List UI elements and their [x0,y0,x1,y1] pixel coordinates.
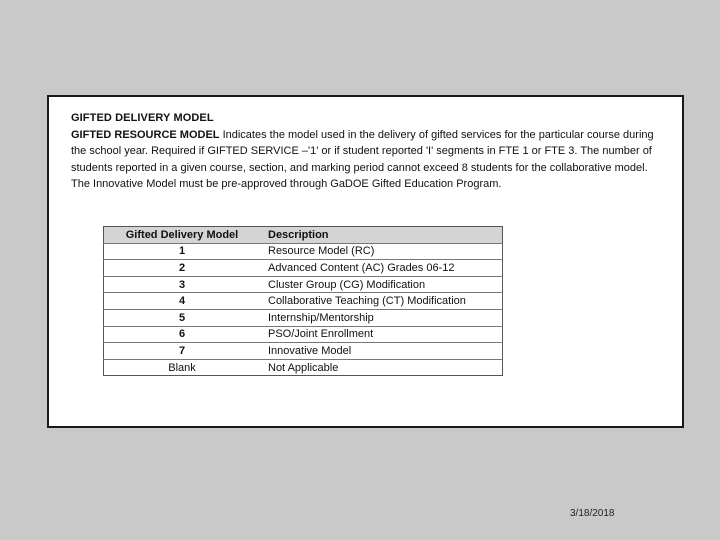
model-code: 2 [104,260,261,277]
model-code: 4 [104,293,261,310]
delivery-model-table [103,226,503,376]
table-row [104,293,503,310]
table-row [104,309,503,326]
table-row [104,359,503,376]
model-code: 5 [104,309,261,326]
table-row [104,260,503,277]
model-code: 1 [104,243,261,260]
model-code: Blank [168,361,196,374]
model-description: Collaborative Teaching (CT) Modification [260,293,503,310]
model-code: 7 [104,343,261,360]
model-description: Advanced Content (AC) Grades 06-12 [260,260,503,277]
model-description: Cluster Group (CG) Modification [260,276,503,293]
model-description: Not Applicable [268,361,339,374]
table-header-row [104,227,503,244]
table-row [104,276,503,293]
description-paragraph [71,127,661,193]
column-header-description: Description [260,227,503,244]
paragraph-body: Indicates the model used in the delivery of gifted services for the particular course during the school year. Required if GIFTED SERVICE –'1' or if student reported 'I' segments in FTE 1 or FTE 3. The number of students reported in a given course, section, and marking period cannot exceed 8 students for the collaborative model. The Innovative Model must be pre-approved through GaDOE Gifted Education Program. [71,129,654,191]
model-description: Internship/Mentorship [260,309,503,326]
document-panel [47,95,684,428]
slide-date: 3/18/2018 [570,508,615,519]
column-header-code: Gifted Delivery Model [104,227,261,244]
model-description: Innovative Model [260,343,503,360]
model-code: 6 [104,326,261,343]
table-row [104,243,503,260]
model-description: Resource Model (RC) [260,243,503,260]
table-row [104,343,503,360]
table-row [104,326,503,343]
document-heading: GIFTED DELIVERY MODEL [71,112,214,124]
model-code: 3 [104,276,261,293]
paragraph-lead: GIFTED RESOURCE MODEL [71,129,220,141]
model-description: PSO/Joint Enrollment [260,326,503,343]
